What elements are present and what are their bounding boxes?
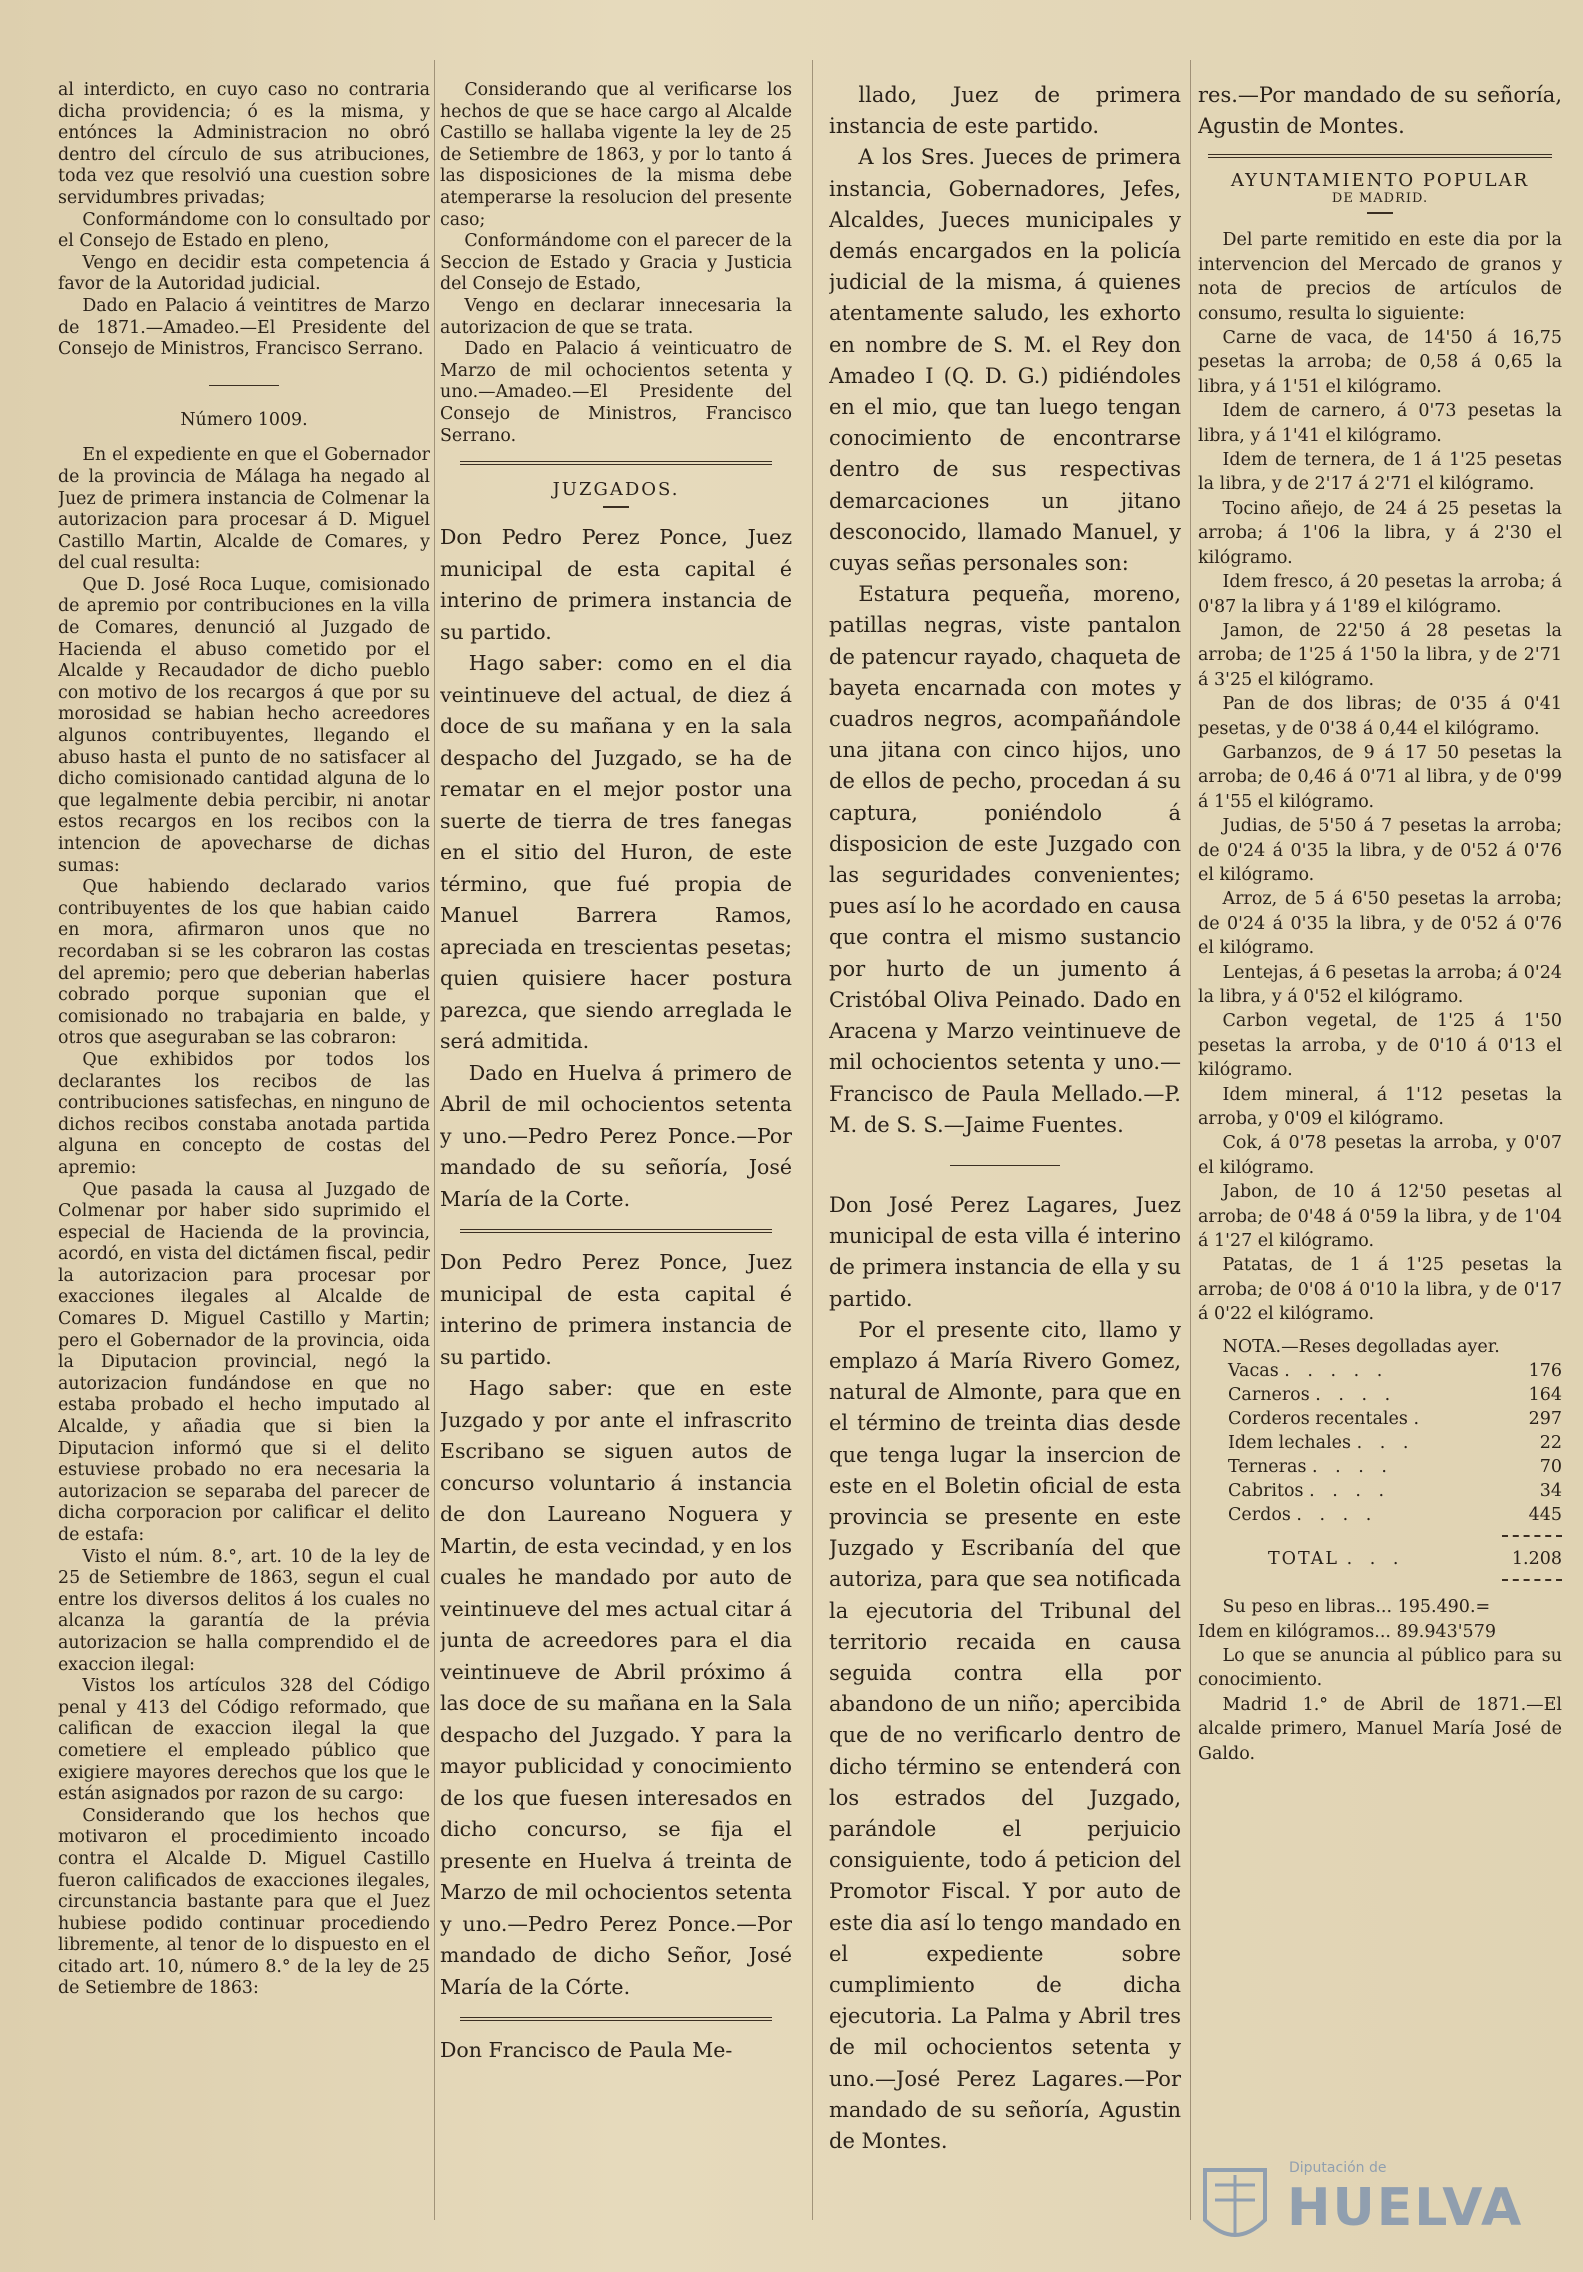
price-item: Jabon, de 10 á 12'50 pesetas al arroba; de 0'48 á 0'59 la libra, y de 1'04 á 1'27 el kilógramo. bbox=[1198, 1182, 1562, 1252]
nota: NOTA.—Reses degolladas ayer. bbox=[1222, 1336, 1500, 1357]
price-item: Idem mineral, á 1'12 pesetas la arroba, y 0'09 el kilógramo. bbox=[1198, 1084, 1562, 1130]
row-label: Terneras bbox=[1228, 1457, 1307, 1478]
price-item: Idem fresco, á 20 pesetas la arroba; á 0'87 la libra y á 1'89 el kilógramo. bbox=[1198, 572, 1562, 617]
section-heading: JUZGADOS. bbox=[552, 479, 680, 501]
table-row: Corderos recentales . 297 bbox=[1228, 1409, 1562, 1430]
price-item: Patatas, de 1 á 1'25 pesetas la arroba; de 0'08 á 0'10 la libra, y de 0'17 á 0'22 el kilógramo. bbox=[1198, 1255, 1562, 1325]
price-item: Carne de vaca, de 14'50 á 16,75 pesetas la arroba; de 0,58 á 0,65 la libra, y á 1'51 el kilógramo. bbox=[1198, 328, 1562, 397]
total-label: TOTAL bbox=[1268, 1549, 1339, 1570]
paragraph: Vengo en declarar innecesaria la autorizacion de que se trata. bbox=[440, 295, 792, 338]
edict-title: Don Pedro Perez Ponce, Juez municipal de esta capital é interino de primera instancia de su partido. bbox=[440, 525, 792, 644]
divider bbox=[1208, 154, 1552, 158]
row-value: 22 bbox=[1539, 1433, 1562, 1454]
paragraph: Que pasada la causa al Juzgado de Colmenar por haber sido suprimido el especial de Hacienda de la provincia, acordó, en vista del dictámen fiscal, pedir la autorizacion para procesar por exacciones ilegales al Alcalde de Comares D. Miguel Castillo y Martin; pero el Gobernador de la provincia, oida la Diputacion provincial, negó la autorizacion fundándose en que no estaba probado el hecho imputado al Alcalde, y añadia que si bien la Diputacion informó que si el delito estuviese probado no era necesaria la autorizacion se separaba del parecer de dicha corporacion por calificar el delito de estafa: bbox=[58, 1179, 430, 1545]
price-item: Jamon, de 22'50 á 28 pesetas la arroba; de 1'25 á 1'50 la libra, y de 2'71 á 3'25 el kilógramo. bbox=[1198, 620, 1562, 690]
price-item: Idem de carnero, á 0'73 pesetas la libra, y á 1'41 el kilógramo. bbox=[1198, 401, 1562, 446]
section-heading: AYUNTAMIENTO POPULAR bbox=[1230, 170, 1530, 192]
paragraph: Que habiendo declarado varios contribuyentes de los que habian caido en mora, afirmaron unos que no recordaban si se les cobraron las costas del apremio; pero que deberian haberlas cobrado porque suponian que el comisionado no trabajaria en balde, y otros que aseguraban se las cobraron: bbox=[58, 877, 430, 1049]
column-3 bbox=[829, 80, 1181, 2260]
paragraph: Hago saber: como en el dia veintinueve del actual, de diez á doce de su mañana y en la sala despacho del Juzgado, se ha de rematar en el mejor postor una suerte de tierra de tres fanegas en el sitio del Huron, de este término, que fué propia de Manuel Barrera Ramos, apreciada en trescientas pesetas; quien quisiere hacer postura parezca, que siendo arreglada le será admitida. bbox=[440, 651, 792, 1054]
price-item: Carbon vegetal, de 1'25 á 1'50 pesetas la arroba, y de 0'10 á 0'13 el kilógramo. bbox=[1198, 1011, 1562, 1081]
peso-kg: Idem en kilógramos... 89.943'579 bbox=[1198, 1621, 1496, 1642]
paragraph: A los Sres. Jueces de primera instancia, Gobernadores, Jefes, Alcaldes, Jueces municipales y demás encargados en la policía judicial de la misma, á quienes atentamente saludo, les exhorto en nombre de S. M. el Rey don Amadeo I (Q. D. G.) pidiéndoles en el mio, que tan luego tengan conocimiento de encontrarse dentro de sus respectivas demarcaciones un jitano desconocido, llamado Manuel, y cuyas señas personales son: bbox=[829, 145, 1181, 576]
row-label: Cabritos bbox=[1228, 1481, 1304, 1502]
row-label: Cerdos bbox=[1228, 1505, 1291, 1526]
row-value: 445 bbox=[1528, 1505, 1562, 1526]
price-item: Arroz, de 5 á 6'50 pesetas la arroba; de 0'24 á 0'35 la libra, y de 0'52 á 0'76 el kilógramo. bbox=[1198, 889, 1562, 959]
row-label: Vacas bbox=[1228, 1361, 1279, 1382]
row-label: Carneros bbox=[1228, 1385, 1310, 1406]
table-row: Cerdos . . . . 445 bbox=[1228, 1505, 1562, 1526]
divider bbox=[460, 461, 772, 465]
price-item: Cok, á 0'78 pesetas la arroba, y 0'07 el kilógramo. bbox=[1198, 1133, 1562, 1178]
divider bbox=[950, 1165, 1060, 1166]
edict-title: Don Francisco de Paula Me- bbox=[440, 2038, 733, 2063]
paragraph: Dado en Huelva á primero de Abril de mil ochocientos setenta y uno.—Pedro Perez Ponce.—Por mandado de su señoría, José María de la Corte. bbox=[440, 1060, 792, 1211]
paragraph: Lo que se anuncia al público para su conocimiento. bbox=[1198, 1645, 1562, 1691]
edict-title: Don José Perez Lagares, Juez municipal de esta villa é interino de primera instancia de ella y su partido. bbox=[829, 1192, 1181, 1311]
paragraph: al interdicto, en cuyo caso no contraria dicha providencia; ó es la misma, y entónces la Administracion no obró dentro del círculo de sus atribuciones, toda vez que resolvió una cuestion sobre servidumbres privadas; bbox=[58, 80, 430, 208]
price-item: Judias, de 5'50 á 7 pesetas la arroba; de 0'24 á 0'35 la libra, y de 0'52 á 0'76 el kilógramo. bbox=[1198, 816, 1562, 885]
table-row: Vacas . . . . . 176 bbox=[1228, 1361, 1562, 1382]
paragraph: Considerando que al verificarse los hechos de que se hace cargo al Alcalde Castillo se hallaba vigente la ley de 25 de Setiembre de 1863, y por lo tanto á las disposiciones de la misma debe atemperarse la resolucion del presente caso; bbox=[440, 80, 792, 230]
table-row: Terneras . . . . 70 bbox=[1228, 1457, 1562, 1478]
section-heading: Número 1009. bbox=[180, 409, 308, 430]
price-item: Pan de dos libras; de 0'35 á 0'41 pesetas, y de 0'38 á 0,44 el kilógramo. bbox=[1198, 694, 1562, 739]
total-row: TOTAL . . . 1.208 bbox=[1268, 1549, 1562, 1570]
paragraph: Dado en Palacio á veintitres de Marzo de 1871.—Amadeo.—El Presidente del Consejo de Ministros, Francisco Serrano. bbox=[58, 295, 430, 360]
paragraph: Por el presente cito, llamo y emplazo á María Rivero Gomez, natural de Almonte, para que en el término de treinta dias desde que tenga lugar la insercion de este en el Boletin oficial de esta provincia se presente en este Juzgado y Escribanía del que autoriza, para que sea notificada la ejecutoria del Tribunal del territorio recaida en causa seguida contra ella por abandono de un niño; apercibida que de no verificarlo dentro de dicho término se entenderá con los estrados del Juzgado, parándole el perjuicio consiguiente, todo á peticion del Promotor Fiscal. Y por auto de este dia así lo tengo mandado en el expediente sobre cumplimiento de dicha ejecutoria. La Palma y Abril tres de mil ochocientos setenta y uno.—José Perez Lagares.—Por mandado de su señoría, Agustin de Montes. bbox=[829, 1317, 1181, 2153]
paragraph: Conformándome con el parecer de la Seccion de Estado y Gracia y Justicia del Consejo de Estado, bbox=[440, 231, 792, 295]
row-value: 34 bbox=[1539, 1481, 1562, 1502]
column-divider bbox=[1190, 60, 1191, 2220]
peso-libras: Su peso en libras... 195.490.= bbox=[1222, 1597, 1491, 1618]
watermark-stamp bbox=[1185, 2150, 1565, 2260]
paragraph: llado, Juez de primera instancia de este partido. bbox=[829, 83, 1181, 139]
row-value: 164 bbox=[1528, 1385, 1562, 1406]
paragraph: Considerando que los hechos que motivaron el procedimiento incoado contra el Alcalde D. Miguel Castillo fueron calificados de exacciones ilegales, circunstancia bastante para que el Juez hubiese podido continuar procediendo libremente, al tenor de lo dispuesto en el citado art. 10, número 8.° de la ley de 25 de Setiembre de 1863: bbox=[58, 1805, 430, 1999]
column-4 bbox=[1198, 80, 1562, 2260]
table-row: Carneros . . . . 164 bbox=[1228, 1385, 1562, 1406]
divider bbox=[460, 2017, 772, 2021]
paragraph: Vengo en decidir esta competencia á favor de la Autoridad judicial. bbox=[58, 252, 430, 295]
table-row: Cabritos . . . . 34 bbox=[1228, 1481, 1562, 1502]
divider bbox=[1502, 1535, 1562, 1537]
price-item: Lentejas, á 6 pesetas la arroba; á 0'24 la libra, y á 0'52 el kilógramo. bbox=[1198, 962, 1562, 1007]
column-2 bbox=[440, 80, 792, 2260]
column-1 bbox=[58, 80, 430, 2260]
paragraph: Vistos los artículos 328 del Código penal y 413 del Código reformado, que califican de exaccion ilegal la que cometiere el empleado público que exigiere mayores derechos que los que le están asignados por razon de su cargo: bbox=[58, 1676, 430, 1805]
coat-of-arms-icon bbox=[1185, 2150, 1285, 2260]
paragraph: Que D. José Roca Luque, comisionado de apremio por contribuciones en la villa de Comares, denunció al Juzgado de Hacienda el abuso cometido por el Alcalde y Recaudador de dicho pueblo con motivo de los recargos á que por su morosidad se habian hecho acreedores algunos contribuyentes, llegando el abuso hasta el punto de no satisfacer al dicho comisionado cantidad alguna de lo que legalmente debia percibir, ni anotar estos recargos en los recibos con la intencion de apovecharse de dichas sumas: bbox=[58, 574, 430, 876]
divider bbox=[460, 1229, 772, 1233]
price-item: Garbanzos, de 9 á 17 50 pesetas la arroba; de 0,46 á 0'71 al libra, y de 0'99 á 1'55 el kilógramo. bbox=[1198, 742, 1562, 812]
divider bbox=[1502, 1579, 1562, 1581]
row-value: 297 bbox=[1528, 1409, 1562, 1430]
paragraph: Conformándome con lo consultado por el Consejo de Estado en pleno, bbox=[58, 209, 430, 252]
price-item: Idem de ternera, de 1 á 1'25 pesetas la libra, y de 2'17 á 2'71 el kilógramo. bbox=[1198, 450, 1562, 495]
stamp-subtitle: Diputación de bbox=[1289, 2160, 1387, 2176]
paragraph: En el expediente en que el Gobernador de la provincia de Málaga ha negado al Juez de primera instancia de Colmenar la autorizacion para procesar á D. Miguel Castillo Martin, Alcalde de Comares, y del cual resulta: bbox=[58, 445, 430, 574]
paragraph: Visto el núm. 8.°, art. 10 de la ley de 25 de Setiembre de 1863, segun el cual entre los diversos delitos á los cuales no alcanza la garantía de la prévia autorizacion se halla comprendido el de exaccion ilegal: bbox=[58, 1546, 430, 1675]
paragraph: res.—Por mandado de su señoría, Agustin de Montes. bbox=[1198, 83, 1562, 139]
stamp-word: HUELVA bbox=[1287, 2178, 1524, 2238]
row-label: Corderos recentales bbox=[1228, 1409, 1408, 1430]
price-item: Tocino añejo, de 24 á 25 pesetas la arroba; á 1'06 la libra, y á 2'30 el kilógramo. bbox=[1198, 498, 1562, 568]
total-value: 1.208 bbox=[1511, 1549, 1562, 1570]
row-label: Idem lechales bbox=[1228, 1433, 1352, 1454]
edict-title: Don Pedro Perez Ponce, Juez municipal de esta capital é interino de primera instancia de su partido. bbox=[440, 1250, 792, 1369]
row-value: 70 bbox=[1539, 1457, 1562, 1478]
paragraph: Estatura pequeña, moreno, patillas negras, viste pantalon de patencur rayado, chaqueta de bayeta encarnada con motes y cuadros negros, acompañándole una jitana con cinco hijos, uno de ellos de pecho, procedan á su captura, poniéndolo á disposicion de este Juzgado con las seguridades convenientes; pues así lo he acordado en causa que contra el mismo sustancio por hurto de un jumento á Cristóbal Oliva Peinado. Dado en Aracena y Marzo veintinueve de mil ochocientos setenta y uno.—Francisco de Paula Mellado.—P. M. de S. S.—Jaime Fuentes. bbox=[829, 582, 1181, 1137]
divider bbox=[603, 506, 629, 508]
row-value: 176 bbox=[1528, 1361, 1562, 1382]
paragraph: Hago saber: que en este Juzgado y por ante el infrascrito Escribano se siguen autos de concurso voluntario á instancia de don Laureano Noguera y Martin, de esta vecindad, y en los cuales he mandado por auto de veintinueve del mes actual citar á junta de acreedores para el dia veintinueve de Abril próximo á las doce de su mañana en la Sala despacho del Juzgado. Y para la mayor publicidad y conocimiento de los que fuesen interesados en dicho concurso, se fija el presente en Huelva á treinta de Marzo de mil ochocientos setenta y uno.—Pedro Perez Ponce.—Por mandado de dicho Señor, José María de la Córte. bbox=[440, 1376, 792, 1999]
column-divider bbox=[812, 60, 813, 2220]
table-row: Idem lechales . . . 22 bbox=[1228, 1433, 1562, 1454]
signature: Madrid 1.° de Abril de 1871.—El alcalde primero, Manuel María José de Galdo. bbox=[1198, 1694, 1562, 1764]
section-subheading: DE MADRID. bbox=[1331, 191, 1429, 207]
divider bbox=[209, 385, 279, 386]
column-divider bbox=[434, 60, 435, 2220]
divider bbox=[1367, 212, 1393, 214]
paragraph: Del parte remitido en este dia por la intervencion del Mercado de granos y nota de precios de artículos de consumo, resulta lo siguiente: bbox=[1198, 230, 1562, 324]
paragraph: Que exhibidos por todos los declarantes los recibos de las contribuciones satisfechas, en ninguno de dichos recibos constaba anotada partida alguna en concepto de costas del apremio: bbox=[58, 1049, 430, 1178]
reses-table bbox=[1198, 1359, 1562, 1527]
paragraph: Dado en Palacio á veinticuatro de Marzo de mil ochocientos setenta y uno.—Amadeo.—El Presidente del Consejo de Ministros, Francisco Serrano. bbox=[440, 339, 792, 446]
